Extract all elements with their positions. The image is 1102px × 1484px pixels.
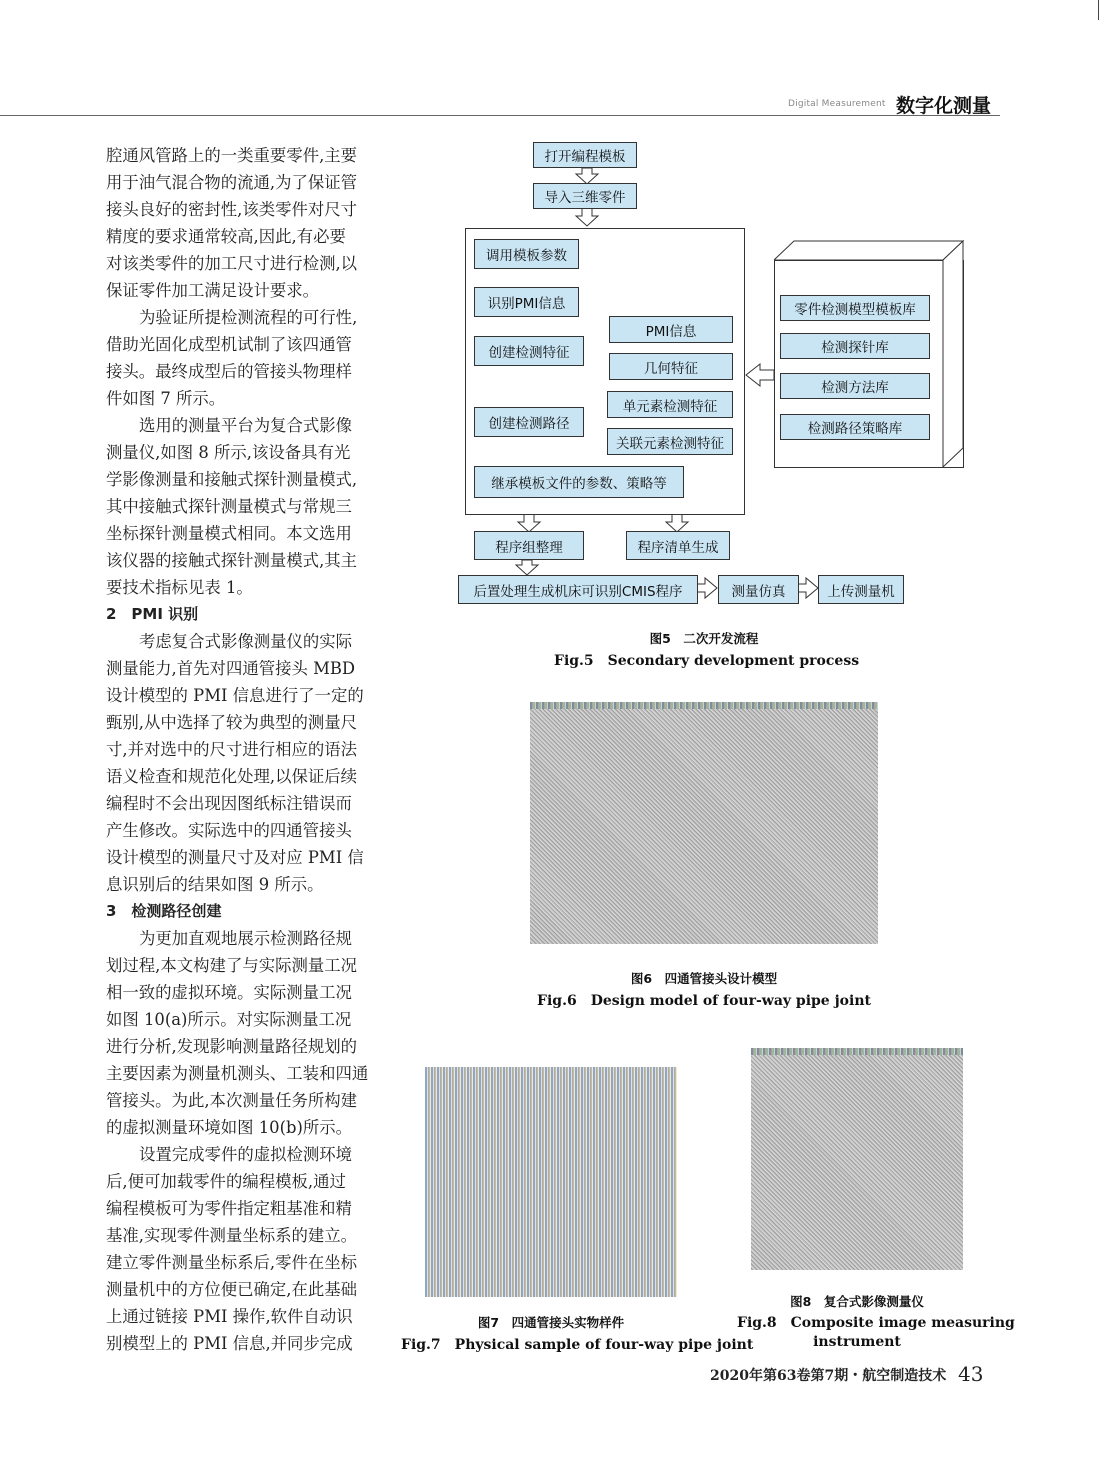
box-library-path-strategy: 检测路径策略库 [780, 414, 930, 440]
body-text-line: 息识别后的结果如图 9 所示。 [106, 875, 324, 894]
body-text-line: 接头良好的密封性,该类零件对尺寸 [106, 200, 358, 219]
body-text-line: 设计模型的测量尺寸及对应 PMI 信 [106, 848, 364, 867]
body-text-line: 保证零件加工满足设计要求。 [106, 281, 320, 300]
figure-6-image [530, 702, 878, 944]
body-text-line: 相一致的虚拟环境。实际测量工况 [106, 983, 352, 1002]
body-text-line: 借助光固化成型机试制了该四通管 [106, 335, 352, 354]
box-import-part: 导入三维零件 [533, 183, 637, 209]
figure-5-caption-en: Fig.5 Secondary development process [554, 653, 860, 669]
hollow-arrow-down [666, 514, 688, 532]
hollow-arrow-down [518, 514, 540, 532]
body-text-line: 考虑复合式影像测量仪的实际 [139, 632, 353, 651]
body-text-line: 上通过链接 PMI 操作,软件自动识 [106, 1307, 353, 1326]
figure-8-caption-en-line2: instrument [813, 1334, 901, 1350]
box-library-method: 检测方法库 [780, 373, 930, 399]
box-library-model-template: 零件检测模型模板库 [780, 295, 930, 321]
body-text-line: 其中接触式探针测量模式与常规三 [106, 497, 352, 516]
header-journal-zh: 数字化测量 [896, 95, 992, 117]
body-text-line: 设计模型的 PMI 信息进行了一定的 [106, 686, 364, 705]
body-text-line: 用于油气混合物的流通,为了保证管 [106, 173, 358, 192]
figure-6-caption-en: Fig.6 Design model of four-way pipe joint [537, 993, 871, 1009]
body-text-line: 的虚拟测量环境如图 10(b)所示。 [106, 1118, 353, 1137]
box-open-template: 打开编程模板 [533, 142, 637, 168]
figure-8-image [751, 1048, 963, 1270]
body-text-line: 为更加直观地展示检测路径规 [139, 929, 353, 948]
figure-8-caption-en-line1: Fig.8 Composite image measuring [737, 1315, 1015, 1331]
box-inherit-template: 继承模板文件的参数、策略等 [474, 466, 684, 498]
body-text-line: 进行分析,发现影响测量路径规划的 [106, 1037, 358, 1056]
box-simulation: 测量仿真 [718, 575, 799, 604]
box-program-group: 程序组整理 [474, 531, 584, 560]
body-text-line: 编程模板可为零件指定粗基准和精 [106, 1199, 352, 1218]
footer-issue-info: 2020年第63卷第7期・航空制造技术 [710, 1368, 947, 1384]
body-text-line: 测量仪,如图 8 所示,该设备具有光 [106, 443, 351, 462]
body-text-line: 坐标探针测量模式相同。本文选用 [106, 524, 352, 543]
body-text-line: 管接头。为此,本次测量任务所构建 [106, 1091, 358, 1110]
figure-7-caption-en: Fig.7 Physical sample of four-way pipe joint [401, 1337, 754, 1353]
section-heading: 3 检测路径创建 [106, 902, 222, 920]
body-text-line: 件如图 7 所示。 [106, 389, 226, 408]
hollow-arrow-down [576, 168, 598, 184]
body-text-line: 为验证所提检测流程的可行性, [139, 308, 358, 327]
body-text-line: 测量机中的方位便已确定,在此基础 [106, 1280, 358, 1299]
body-text-line: 编程时不会出现因图纸标注错误而 [106, 794, 352, 813]
body-text-line: 建立零件测量坐标系后,零件在坐标 [106, 1253, 358, 1272]
box-library-probe: 检测探针库 [780, 333, 930, 359]
body-text-line: 接头。最终成型后的管接头物理样 [106, 362, 352, 381]
box-upload: 上传测量机 [818, 575, 904, 604]
hollow-arrow-left [746, 364, 774, 386]
body-text-line: 如图 10(a)所示。对实际测量工况 [106, 1010, 352, 1029]
body-text-line: 产生修改。实际选中的四通管接头 [106, 821, 352, 840]
hollow-arrow-down [516, 560, 538, 575]
body-text-line: 划过程,本文构建了与实际测量工况 [106, 956, 358, 975]
body-text-line: 对该类零件的加工尺寸进行检测,以 [106, 254, 358, 273]
hollow-arrow-down [576, 208, 598, 226]
body-text-line: 别模型上的 PMI 信息,并同步完成 [106, 1334, 353, 1353]
box-identify-pmi: 识别PMI信息 [474, 287, 579, 317]
body-text-line: 精度的要求通常较高,因此,有必要 [106, 227, 346, 246]
body-text-line: 选用的测量平台为复合式影像 [139, 416, 353, 435]
body-text-line: 基准,实现零件测量坐标系的建立。 [106, 1226, 358, 1245]
body-text-line: 要技术指标见表 1。 [106, 578, 253, 597]
body-text-line: 学影像测量和接触式探针测量模式, [106, 470, 358, 489]
box-call-template-params: 调用模板参数 [474, 239, 579, 269]
header-journal-en: Digital Measurement [788, 99, 886, 109]
body-text-line: 后,便可加载零件的编程模板,通过 [106, 1172, 346, 1191]
box-geometric-feature: 几何特征 [609, 353, 733, 380]
box-pmi-info: PMI信息 [609, 316, 733, 343]
figure-7-image [425, 1067, 677, 1297]
page-number: 43 [958, 1362, 984, 1386]
figure-6-caption-zh: 图6 四通管接头设计模型 [630, 971, 778, 986]
figure-7-caption-zh: 图7 四通管接头实物样件 [477, 1315, 625, 1330]
section-heading: 2 PMI 识别 [106, 605, 199, 623]
hollow-arrow-right [798, 578, 818, 598]
box-program-list: 程序清单生成 [626, 531, 730, 560]
figure-5-caption-zh: 图5 二次开发流程 [649, 631, 759, 646]
box-single-element-feature: 单元素检测特征 [607, 391, 733, 418]
body-text-line: 甄别,从中选择了较为典型的测量尺 [106, 713, 358, 732]
body-text-line: 腔通风管路上的一类重要零件,主要 [106, 146, 358, 165]
body-text-line: 设置完成零件的虚拟检测环境 [139, 1145, 353, 1164]
box-create-feature: 创建检测特征 [474, 336, 584, 366]
box-associated-element-feature: 关联元素检测特征 [607, 428, 733, 455]
box-postprocess: 后置处理生成机床可识别CMIS程序 [458, 575, 698, 604]
figure-8-caption-zh: 图8 复合式影像测量仪 [790, 1294, 924, 1309]
body-text-line: 该仪器的接触式探针测量模式,其主 [106, 551, 358, 570]
body-text-line: 语义检查和规范化处理,以保证后续 [106, 767, 358, 786]
body-text-line: 寸,并对选中的尺寸进行相应的语法 [106, 740, 358, 759]
hollow-arrow-right [697, 578, 717, 598]
body-text-line: 主要因素为测量机测头、工装和四通 [106, 1064, 369, 1083]
box-create-path: 创建检测路径 [474, 407, 584, 437]
body-text-line: 测量能力,首先对四通管接头 MBD [106, 659, 356, 678]
